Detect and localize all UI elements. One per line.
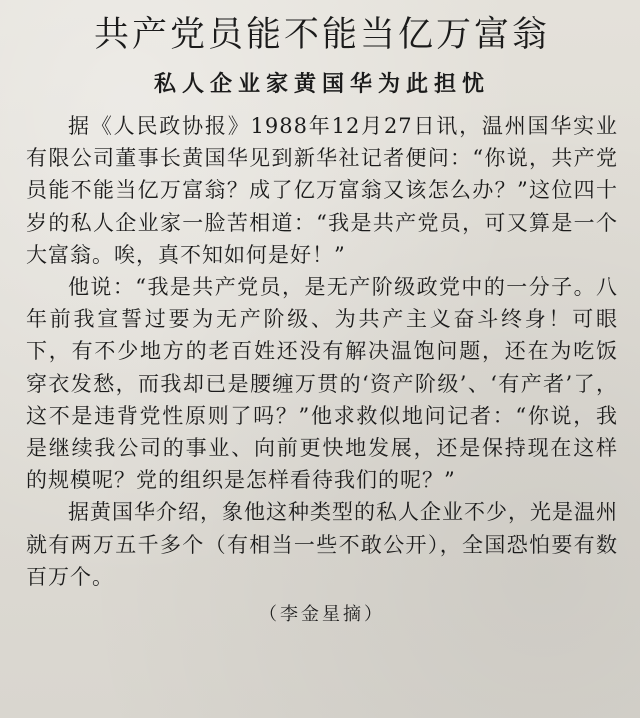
paragraph-3: 据黄国华介绍，象他这种类型的私人企业不少，光是温州就有两万五千多个（有相当一些不敢公开），全国恐怕要有数百万个。	[26, 500, 618, 589]
article-body	[26, 110, 618, 593]
paragraph-1: 据《人民政协报》1988年12月27日讯，温州国华实业有限公司董事长黄国华见到新华社记者便问：“你说，共产党员能不能当亿万富翁？成了亿万富翁又该怎么办？”这位四十岁的私人企业家一脸苦相道：“我是共产党员，可又算是一个大富翁。唉，真不知如何是好！”	[26, 114, 618, 267]
headline: 共产党员能不能当亿万富翁	[93, 15, 550, 55]
byline: （李金星摘）	[259, 604, 385, 626]
paragraph-2: 他说：“我是共产党员，是无产阶级政党中的一分子。八年前我宣誓过要为无产阶级、为共产主义奋斗终身！可眼下，有不少地方的老百姓还没有解决温饱问题，还在为吃饭穿衣发愁，而我却已是腰缠万贯的‘资产阶级’、‘有产者’了，这不是违背党性原则了吗？”他求救似地问记者：“你说，我是继续我公司的事业、向前更快地发展，还是保持现在这样的规模呢？党的组织是怎样看待我们的呢？”	[26, 275, 618, 493]
subheadline: 私人企业家黄国华为此担忧	[153, 72, 490, 97]
